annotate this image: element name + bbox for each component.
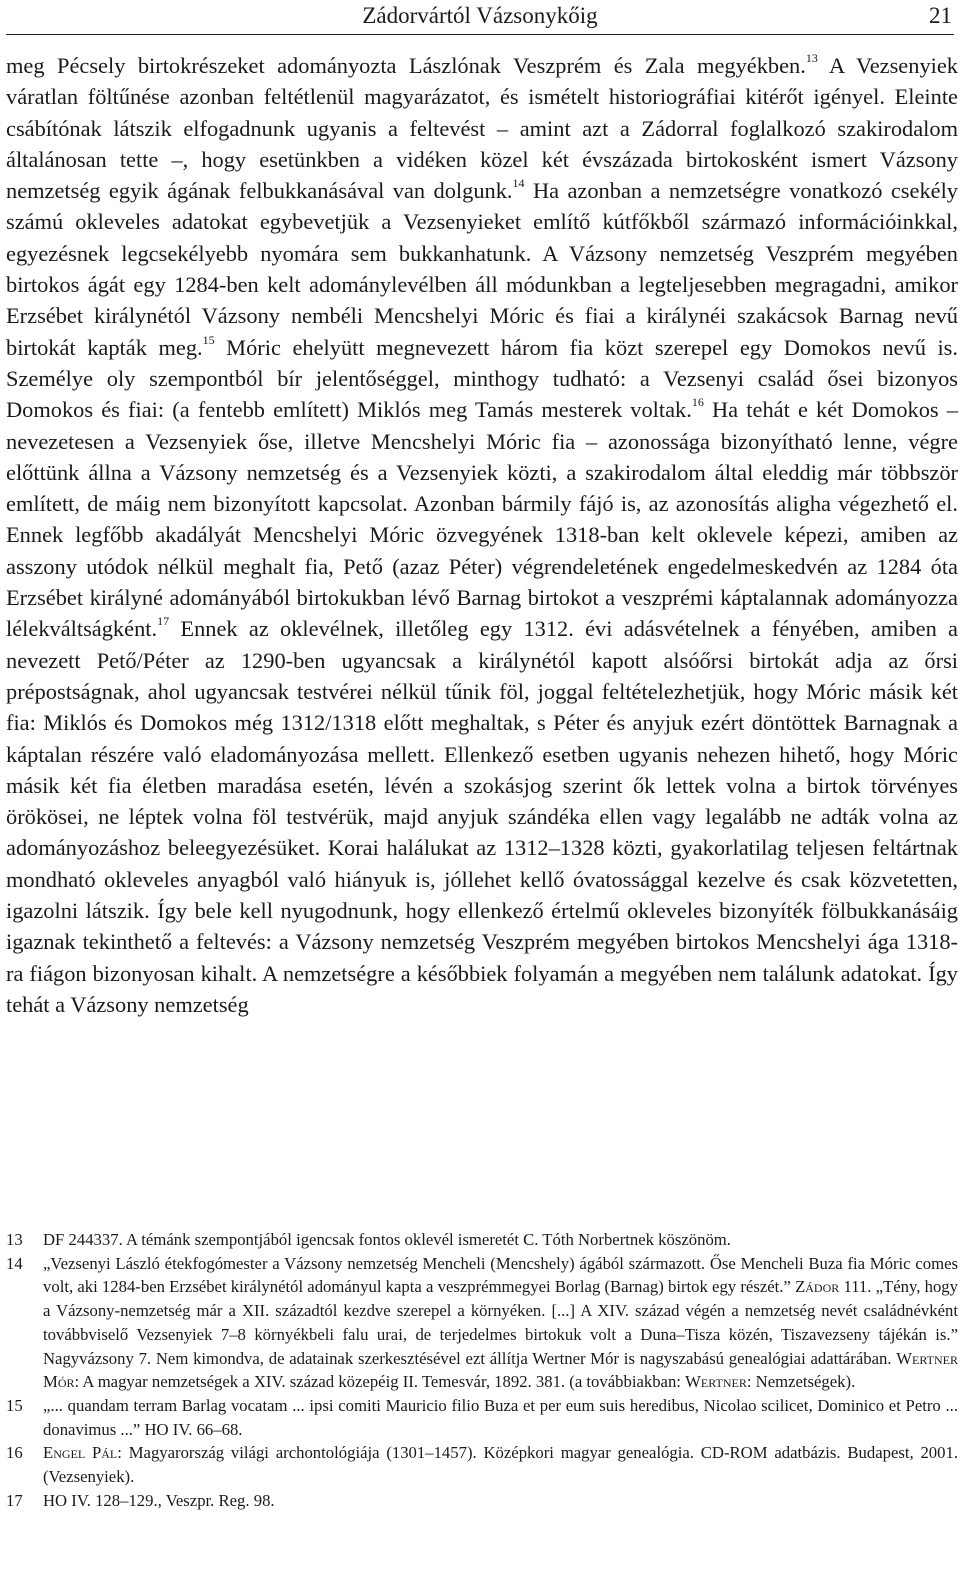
footnote-17	[6, 1489, 958, 1513]
footnote-text-segment: : Magyarország világi archontológiája (1301–1457). Középkori magyar genealógia. CD-ROM adatbázis. Budapest, 2001. (Vezsenyiek).	[43, 1443, 958, 1487]
footnote-14	[6, 1252, 958, 1394]
footnote-number: 17	[6, 1490, 23, 1510]
text-segment: meg Pécsely birtokrészeket adományozta Lászlónak Veszprém és Zala megyékben.	[6, 53, 806, 78]
footnote-text-segment: DF 244337. A témánk szempontjából igencsak fontos oklevél ismeretét C. Tóth Norbertnek köszönöm.	[43, 1230, 731, 1249]
footnote-number: 13	[6, 1230, 23, 1249]
text-segment: A Vezsenyiek váratlan föltűnése azonban feltétlenül magyarázatot, és ismételt historiográfiai kitérőt igényel. Eleinte csábítónak látszik elfogadnunk ugyanis a feltevést – amint azt a Zádorral foglalkozó szakirodalom általánosan tette –, hogy esetünkben a vidéken közel két évszázada birtokosként ismert Vázsony nemzetség egyik ágának felbukkanásával van dolgunk.	[6, 53, 958, 204]
footnote-number: 14	[6, 1253, 23, 1273]
footnote-text-segment: HO IV. 128–129., Veszpr. Reg. 98.	[43, 1490, 275, 1510]
footnote-ref-14[interactable]: 14	[512, 176, 525, 191]
footnote-text	[43, 1489, 958, 1513]
footnote-ref-17[interactable]: 17	[157, 614, 170, 629]
footnote-text-segment: „Vezsenyi László étekfogómester a Vázsony nemzetség Mencheli (Mencshely) ágából származott. Őse Mencheli Buza fia Móric comes volt, aki 1284-ben Erzsébet királynétól adományul kapta a veszprémmegyei Borlag (Barnag) birtok egy részét.”	[43, 1253, 958, 1297]
author-smallcaps: Engel Pál	[43, 1443, 118, 1463]
text-segment: Ha azonban a nemzetségre vonatkozó csekély számú okleveles adatokat egybevetjük a Vezsenyieket említő kútfőkből származó információinkkal, egyezésnek legcsekélyebb nyomára sem bukkanhatunk. A Vázsony nemzetség Veszprém megyében birtokos ágát egy 1284-ben kelt adománylevélben áll módunkban a legteljesebben megragadni, amikor Erzsébet királynétól Vázsony nembéli Mencshelyi Móric és fiai a királynéi szakácsok Barnag nevű birtokát kapták meg.	[6, 178, 958, 360]
footnote-13	[6, 1228, 958, 1252]
author-smallcaps: Wertner	[685, 1372, 747, 1392]
footnote-ref-15[interactable]: 15	[202, 332, 215, 347]
body-paragraph	[6, 50, 958, 1020]
page-number: 21	[929, 3, 952, 28]
text-segment: Ha tehát e két Domokos – nevezetesen a Vezsenyiek őse, illetve Mencshelyi Móric fia – azonossága bizonyítható lenne, végre előttünk állna a Vázsony nemzetség és a Vezsenyiek közti, a szakirodalom által eleddig már többször említett, de máig nem bizonyított kapcsolat. Azonban bármily fájó is, az azonosítás aligha végezhető el. Ennek legfőbb akadályát Mencshelyi Móric özvegyének 1318-ban kelt oklevele képezi, amiben az asszony utódok nélkül meghalt fia, Pető (azaz Péter) végrendeletének engedelmeskedvén az 1284 óta Erzsébet királyné adományából birtokukban lévő Barnag birtokot a veszprémi káptalannak adományozza lélekváltságként.	[6, 397, 958, 642]
footnote-text-segment: 111. „Tény, hogy a Vázsony-nemzetség már a XII. századtól kezdve szerepel a környéken. [...] A XIV. század végén a nemzetség nevét családnévként továbbviselő Vezsenyiek 7–8 környékbeli falu urai, de terjedelmes birtokuk volt a Duna–Tisza közén, Tiszavezseny tájékán is.” Nagyvázsony 7. Nem kimondva, de adatainak szerkesztésével ezt állítja Wertner Mór is nagyszabású genealógiai adattárában.	[43, 1277, 958, 1368]
footnote-text	[43, 1228, 958, 1252]
footnote-number: 16	[6, 1443, 23, 1463]
footnote-text	[43, 1252, 958, 1394]
footnote-text-segment: : A magyar nemzetségek a XIV. század közepéig II. Temesvár, 1892. 381. (a továbbiakban:	[74, 1372, 686, 1392]
running-title: Zádorvártól Vázsonykőig	[362, 3, 598, 28]
footnote-text	[43, 1394, 958, 1441]
text-segment: Ennek az oklevélnek, illetőleg egy 1312. évi adásvételnek a fényében, amiben a nevezett Pető/Péter az 1290-ben ugyancsak a királynétól kapott alsóőrsi birtokát adja az őrsi prépostságnak, ahol ugyancsak testvérei nélkül tűnik föl, joggal feltételezhetjük, hogy Móric másik két fia: Miklós és Domokos még 1312/1318 előtt meghaltak, s Péter és anyjuk ezért döntöttek Barnagnak a káptalan részére való eladományozása mellett. Ellenkező esetben ugyanis nehezen hihető, hogy Móric másik két fia életben maradása esetén, lévén a szokásjog szerint ők lettek volna a birtok törvényes örökösei, ne léptek volna föl testvérük, majd anyjuk szándéka ellen vagy legalább ne adták volna az adományozáshoz beleegyezésüket. Korai halálukat az 1312–1328 közti, gyakorlatilag teljesen feltártnak mondható okleveles anyagból való hiányuk is, jóllehet kellő óvatossággal kezelve és csak közvetetten, igazolni látszik. Így bele kell nyugodnunk, hogy ellenkező értelmű okleveles bizonyíték fölbukkanásáig igaznak tekinthető a feltevés: a Vázsony nemzetség Veszprém megyében birtokos Mencshelyi ága 1318-ra fiágon bizonyosan kihalt. A nemzetségre a későbbiek folyamán a megyében nem találunk adatokat. Így tehát a Vázsony nemzetség	[6, 616, 958, 1017]
footnote-text-segment: „... quandam terram Barlag vocatam ... ipsi comiti Mauricio filio Buza et per eum suis heredibus, Nicolao scilicet, Dominico et Petro ... donavimus ...” HO IV. 66–68.	[43, 1395, 958, 1439]
footnote-15	[6, 1394, 958, 1441]
footnotes	[6, 1228, 958, 1512]
author-smallcaps: Zádor	[795, 1277, 840, 1297]
footnote-number: 15	[6, 1395, 23, 1415]
main-text	[6, 50, 958, 1020]
text-segment: Móric ehelyütt megnevezett három fia közt szerepel egy Domokos nevű is. Személye oly szempontból bír jelentőséggel, minthogy tudható: a Vezsenyi család ősei bizonyos Domokos és fiai: (a fentebb említett) Miklós meg Tamás mesterek voltak.	[6, 334, 958, 423]
footnote-text	[43, 1441, 958, 1488]
footnote-text-segment: : Nemzetségek).	[746, 1372, 856, 1392]
footnote-ref-16[interactable]: 16	[691, 395, 704, 410]
running-header	[6, 0, 954, 35]
author-smallcaps: Wertner Mór	[43, 1348, 958, 1392]
footnote-16	[6, 1441, 958, 1488]
footnote-ref-13[interactable]: 13	[805, 51, 818, 66]
